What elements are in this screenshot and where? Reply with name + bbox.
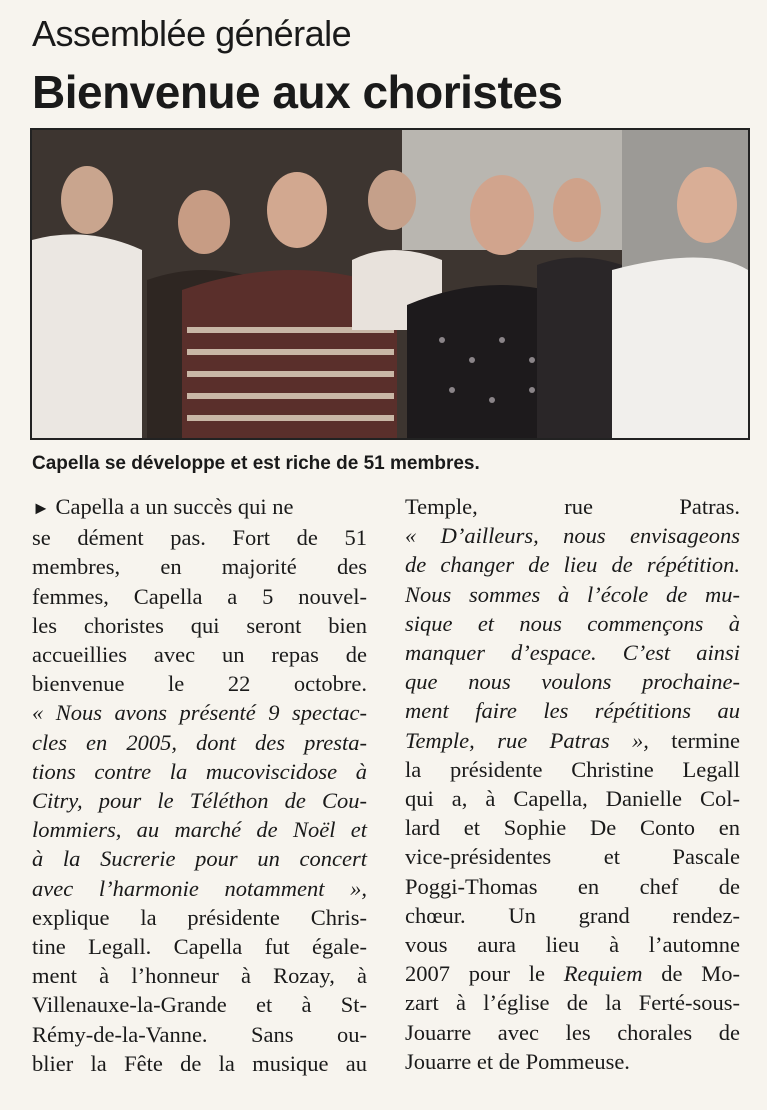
choir-photo-illustration: [32, 130, 748, 438]
article-line: 2007 pour le Requiem de Mo-: [405, 961, 740, 987]
article-line: Citry, pour le Téléthon de Cou-: [32, 788, 367, 814]
article-line: « Nous avons présenté 9 spectac-: [32, 700, 367, 726]
article-line: vice-présidentes et Pascale: [405, 844, 740, 870]
article-line: blier la Fête de la musique au: [32, 1050, 367, 1076]
article-line: « D’ailleurs, nous envisageons: [405, 523, 740, 549]
article-line: Poggi-Thomas en chef de: [405, 873, 740, 899]
article-line: femmes, Capella a 5 nouvel-: [32, 583, 367, 609]
article-line: Jouarre avec les chorales de: [405, 1019, 740, 1045]
article-line: à la Sucrerie pour un concert: [32, 846, 367, 872]
choir-photo: [30, 128, 750, 440]
article-line: sique et nous commençons à: [405, 610, 740, 636]
article-line: avec l’harmonie notamment »,: [32, 875, 367, 901]
article-line: vous aura lieu à l’automne: [405, 932, 740, 958]
article-line: Villenauxe-la-Grande et à St-: [32, 992, 367, 1018]
article-line: qui a, à Capella, Danielle Col-: [405, 786, 740, 812]
article-line: manquer d’espace. C’est ainsi: [405, 640, 740, 666]
article-line: chœur. Un grand rendez-: [405, 902, 740, 928]
kicker: Assemblée générale: [32, 13, 352, 54]
article-line: les choristes qui seront bien: [32, 612, 367, 638]
article-column-left: [32, 492, 367, 1078]
article-line: zart à l’église de la Ferté-sous-: [405, 990, 740, 1016]
article-line: lard et Sophie De Conto en: [405, 815, 740, 841]
article-column-right: [405, 492, 740, 1076]
article-line: cles en 2005, dont des presta-: [32, 729, 367, 755]
article-line: explique la présidente Chris-: [32, 904, 367, 930]
article-line: ► Capella a un succès qui ne: [32, 494, 294, 519]
article-line: membres, en majorité des: [32, 554, 367, 580]
article-line: que nous voulons prochaine-: [405, 669, 740, 695]
article-line: la présidente Christine Legall: [405, 756, 740, 782]
article-line: Rémy-de-la-Vanne. Sans ou-: [32, 1021, 367, 1047]
article-line: Temple, rue Patras.: [405, 494, 740, 519]
article-line: Jouarre et de Pommeuse.: [405, 1048, 630, 1074]
article-line: ment faire les répétitions au: [405, 698, 740, 724]
photo-caption: Capella se développe et est riche de 51 membres.: [32, 453, 480, 474]
bullet-arrow-icon: ►: [32, 498, 50, 518]
headline: Bienvenue aux choristes: [32, 66, 563, 118]
article-line: tine Legall. Capella fut égale-: [32, 934, 367, 960]
article-line: bienvenue le 22 octobre.: [32, 671, 367, 697]
article-line: ment à l’honneur à Rozay, à: [32, 963, 367, 989]
article-line: Temple, rue Patras », termine: [405, 727, 740, 753]
article-line: Nous sommes à l’école de mu-: [405, 581, 740, 607]
article-line: se dément pas. Fort de 51: [32, 525, 367, 551]
article-line: tions contre la mucoviscidose à: [32, 758, 367, 784]
article-line: de changer de lieu de répétition.: [405, 552, 740, 578]
article-line: lommiers, au marché de Noël et: [32, 817, 367, 843]
article-line: accueillies avec un repas de: [32, 642, 367, 668]
